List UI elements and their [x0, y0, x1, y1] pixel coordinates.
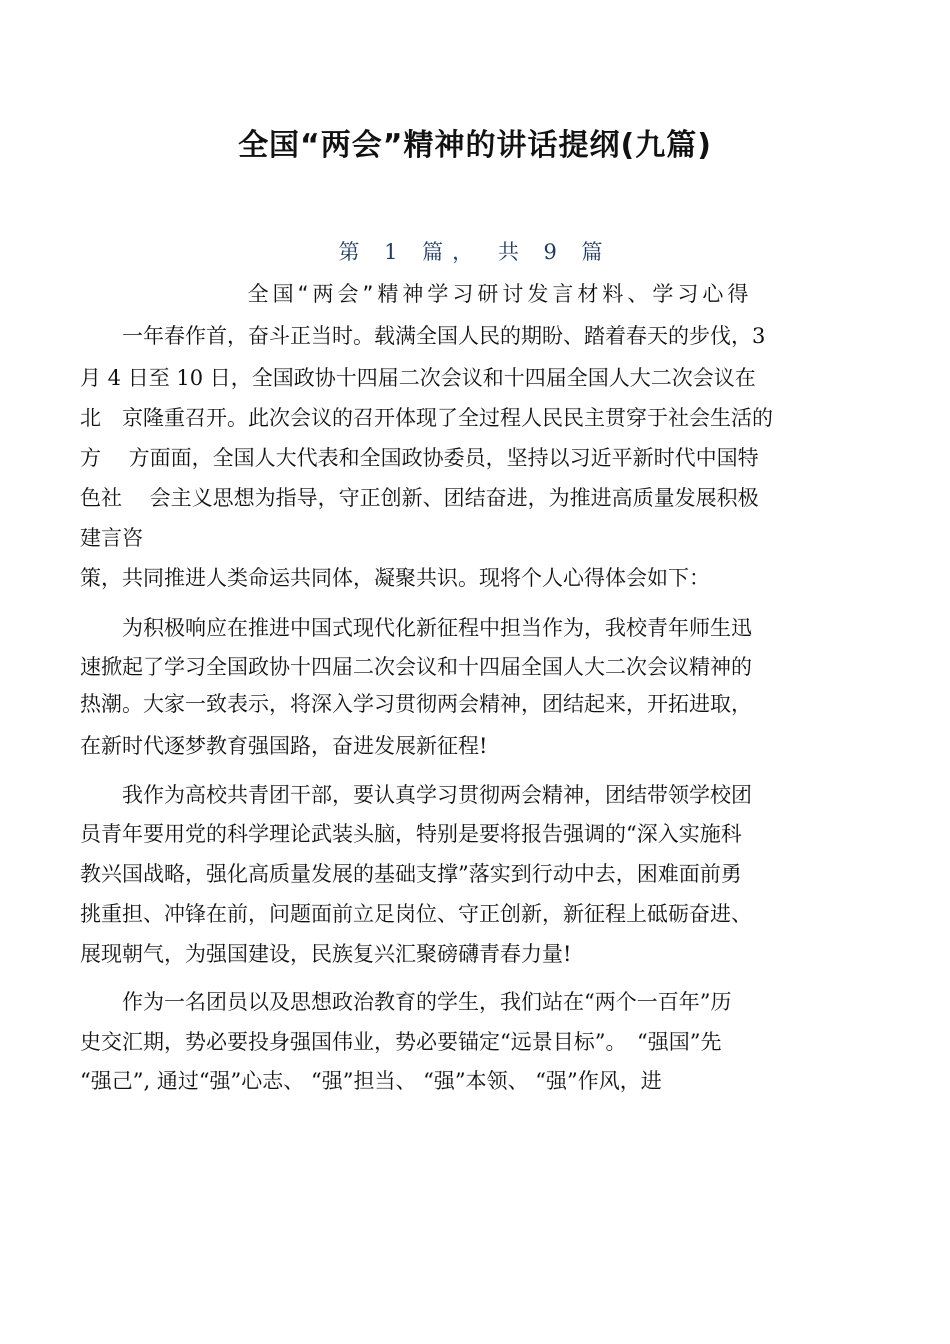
body-line: 策，共同推进人类命运共同体，凝聚共识。现将个人心得体会如下： [80, 566, 710, 590]
body-line: 在新时代逐梦教育强国路，奋进发展新征程! [80, 734, 488, 758]
document-title: 全国“两会”精神的讲话提纲(九篇) [238, 128, 712, 163]
body-line: 教兴国战略，强化高质量发展的基础支撑”落实到行动中去，困难面前勇 [80, 862, 742, 886]
body-line: 色社 会主义思想为指导，守正创新、团结奋进，为推进高质量发展积极 [80, 486, 759, 510]
body-line: 作为一名团员以及思想政治教育的学生，我们站在“两个一百年”历 [80, 990, 732, 1014]
body-line: 为积极响应在推进中国式现代化新征程中担当作为，我校青年师生迅 [80, 616, 752, 640]
body-line: “强己”, 通过“强”心志、 “强”担当、 “强”本领、 “强”作风，进 [80, 1069, 662, 1093]
section-subtitle: 全国“两会”精神学习研讨发言材料、学习心得 [247, 282, 753, 306]
body-line: 方 方面面，全国人大代表和全国政协委员，坚持以习近平新时代中国特 [80, 446, 759, 470]
body-line: 挑重担、冲锋在前，问题面前立足岗位、守正创新，新征程上砥砺奋进、 [80, 902, 752, 926]
body-line: 一年春作首，奋斗正当时。载满全国人民的期盼、踏着春天的步伐，3 [80, 324, 766, 348]
body-line: 建言咨 [80, 526, 143, 550]
body-line: 热潮。大家一致表示，将深入学习贯彻两会精神，团结起来，开拓进取， [80, 692, 752, 716]
body-line: 速掀起了学习全国政协十四届二次会议和十四届全国人大二次会议精神的 [80, 655, 752, 679]
body-line: 展现朝气，为强国建设，民族复兴汇聚磅礴青春力量! [80, 942, 572, 966]
body-line: 北 京隆重召开。此次会议的召开体现了全过程人民民主贯穿于社会生活的 [80, 406, 773, 430]
body-line: 月 4 日至 10 日，全国政协十四届二次会议和十四届全国人大二次会议在 [80, 366, 756, 390]
body-line: 史交汇期，势必要投身强国伟业，势必要锚定“远景目标”。 “强国”先 [80, 1030, 722, 1054]
body-line: 员青年要用党的科学理论武装头脑，特别是要将报告强调的“深入实施科 [80, 822, 742, 846]
body-line: 我作为高校共青团干部，要认真学习贯彻两会精神，团结带领学校团 [80, 783, 752, 807]
section-number: 第 1 篇， 共 9 篇 [338, 240, 612, 264]
